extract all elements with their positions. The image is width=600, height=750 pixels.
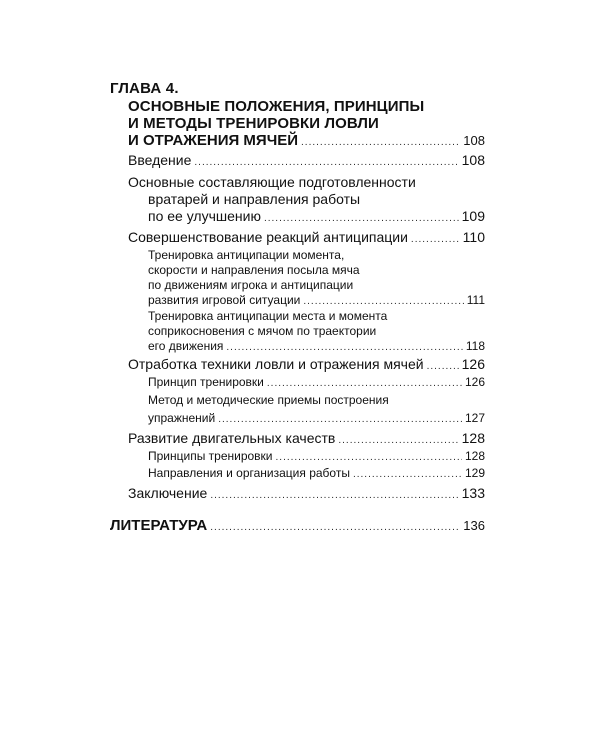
toc-subentry-anticipation-moment (148, 293, 485, 309)
leader-dots (427, 358, 459, 375)
entry-title-line: Метод и методические приемы построения (148, 393, 389, 407)
page-number: 127 (464, 411, 485, 425)
leader-dots (218, 412, 462, 427)
entry-title: Введение (128, 152, 192, 168)
entry-title-line: Основные составляющие подготовленности (128, 174, 416, 190)
toc-subentry-anticipation-moment-head (148, 248, 360, 293)
toc-entry-technique (128, 356, 485, 375)
entry-title: Направления и организация работы (148, 466, 350, 480)
entry-title: Принципы тренировки (148, 449, 273, 463)
page-number: 126 (461, 356, 485, 372)
entry-title-line: по движениям игрока и антиципации (148, 278, 354, 292)
toc-subentry-training-principles (148, 449, 485, 465)
leader-dots (267, 376, 462, 391)
toc-entry-introduction (128, 152, 485, 171)
entry-title-line: его движения (148, 339, 224, 353)
toc-entry-conclusion (128, 485, 485, 504)
entry-title: Развитие двигательных качеств (128, 430, 336, 446)
chapter-title-last-line: И ОТРАЖЕНИЯ МЯЧЕЙ (128, 132, 299, 149)
page-number: 111 (466, 293, 485, 307)
entry-title: Принцип тренировки (148, 375, 264, 389)
entry-title: Заключение (128, 485, 208, 501)
page-number: 129 (464, 466, 485, 480)
leader-dots (411, 231, 460, 248)
chapter-title-line: ОСНОВНЫЕ ПОЛОЖЕНИЯ, ПРИНЦИПЫ (128, 98, 425, 115)
leader-dots (226, 340, 462, 355)
toc-entry-motor-qualities (128, 430, 485, 449)
leader-dots (276, 450, 462, 465)
page-number: 118 (465, 339, 485, 353)
page-number: 110 (462, 229, 485, 245)
leader-dots (303, 294, 463, 309)
toc-subentry-method (148, 411, 485, 427)
chapter-title (128, 98, 488, 132)
leader-dots (353, 467, 462, 482)
leader-dots (301, 134, 460, 151)
entry-title: Совершенствование реакций антиципации (128, 229, 408, 245)
page-number: 109 (461, 208, 485, 224)
entry-title-line: вратарей и направления работы (148, 191, 361, 207)
entry-title-line: по ее улучшению (148, 208, 261, 224)
leader-dots (264, 210, 459, 227)
entry-title-line: Тренировка антиципации момента, (148, 248, 345, 262)
entry-title: ЛИТЕРАТУРА (110, 517, 208, 534)
page-number: 108 (463, 133, 485, 148)
toc-subentry-anticipation-place-head (148, 309, 387, 339)
toc-subentry-method-head (148, 393, 389, 408)
toc-entry-anticipation (128, 229, 485, 248)
entry-title-line: Тренировка антиципации места и момента (148, 309, 388, 323)
entry-title-line: упражнений (148, 411, 216, 425)
page-number: 133 (461, 485, 485, 501)
entry-title-line: развития игровой ситуации (148, 293, 301, 307)
toc-entry-components (148, 208, 485, 227)
chapter-title-entry (128, 132, 485, 151)
leader-dots (338, 432, 458, 449)
toc-entry-components-head (128, 174, 416, 208)
page-number: 108 (461, 152, 485, 168)
leader-dots (210, 519, 460, 536)
page-number: 128 (461, 430, 485, 446)
entry-title-line: соприкосновения с мячом по траектории (148, 324, 377, 338)
chapter-title-line: И МЕТОДЫ ТРЕНИРОВКИ ЛОВЛИ (128, 115, 379, 132)
toc-entry-literature (110, 517, 485, 536)
page-number: 136 (463, 518, 485, 533)
entry-title: Отработка техники ловли и отражения мячей (128, 356, 424, 372)
toc-subentry-anticipation-place (148, 339, 485, 355)
leader-dots (194, 154, 458, 171)
leader-dots (210, 487, 458, 504)
entry-title-line: скорости и направления посыла мяча (148, 263, 360, 277)
page-number: 128 (464, 449, 485, 463)
page-number: 126 (464, 375, 485, 389)
toc-subentry-directions (148, 466, 485, 482)
chapter-label: ГЛАВА 4. (110, 80, 179, 97)
toc-subentry-training-principle (148, 375, 485, 391)
